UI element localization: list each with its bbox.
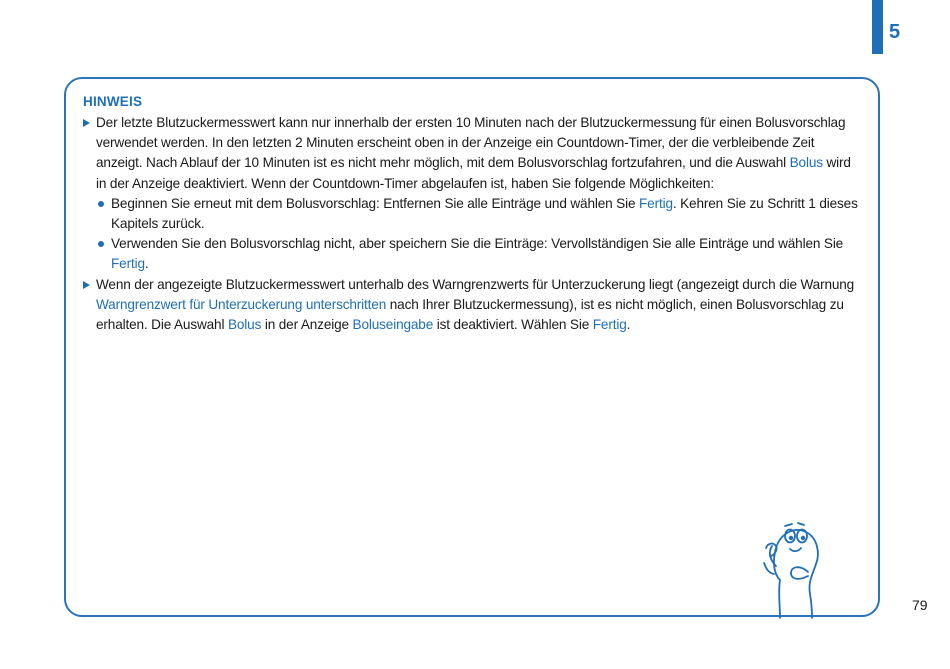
chapter-tab	[872, 0, 883, 54]
boluseingabe-reference: Boluseingabe	[352, 317, 434, 333]
fertig-reference: Fertig	[592, 317, 627, 333]
warning-reference: Warngrenzwert für Unterzuckerung unterschritten	[96, 296, 387, 312]
triangle-bullet-icon	[83, 119, 90, 127]
dot-bullet-icon	[98, 241, 104, 247]
note-body	[83, 113, 863, 335]
note-item: Wenn der angezeigte Blutzuckermesswert unterhalb des Warngrenzwerts für Unterzuckerung liegt (angezeigt durch die Warnung Warngrenzwert für Unterzuckerung unterschritten nach Ihrer Blutzuckermessung), ist es nicht möglich, einen Bolusvorschlag zu erhalten. Die Auswahl Bolus in der Anzeige Boluseingabe ist deaktiviert. Wählen Sie Fertig.	[83, 275, 863, 336]
bolus-reference: Bolus	[227, 317, 262, 333]
note-subitem: Verwenden Sie den Bolusvorschlag nicht, aber speichern Sie die Einträge: Vervollständigen Sie alle Einträge und wählen Sie Fertig.	[83, 234, 863, 274]
dot-bullet-icon	[98, 201, 104, 207]
chapter-number: 5	[889, 21, 901, 43]
note-subitem: Beginnen Sie erneut mit dem Bolusvorschlag: Entfernen Sie alle Einträge und wählen Sie Fertig. Kehren Sie zu Schritt 1 dieses Kapitels zurück.	[83, 194, 863, 234]
note-title: HINWEIS	[83, 94, 143, 109]
triangle-bullet-icon	[83, 281, 90, 289]
mascot-thinking-icon	[752, 518, 832, 620]
page-number: 79	[912, 597, 928, 613]
fertig-reference: Fertig	[111, 256, 145, 272]
note-item: Der letzte Blutzuckermesswert kann nur innerhalb der ersten 10 Minuten nach der Blutzuckermessung für einen Bolusvorschlag verwendet werden. In den letzten 2 Minuten erscheint oben in der Anzeige ein Countdown-Timer, der die verbleibende Zeit anzeigt. Nach Ablauf der 10 Minuten ist es nicht mehr möglich, mit dem Bolusvorschlag fortzufahren, und die Auswahl Bolus wird in der Anzeige deaktiviert. Wenn der Countdown-Timer abgelaufen ist, haben Sie folgende Möglichkeiten:	[83, 113, 863, 194]
fertig-reference: Fertig	[639, 195, 673, 211]
bolus-reference: Bolus	[789, 155, 823, 171]
